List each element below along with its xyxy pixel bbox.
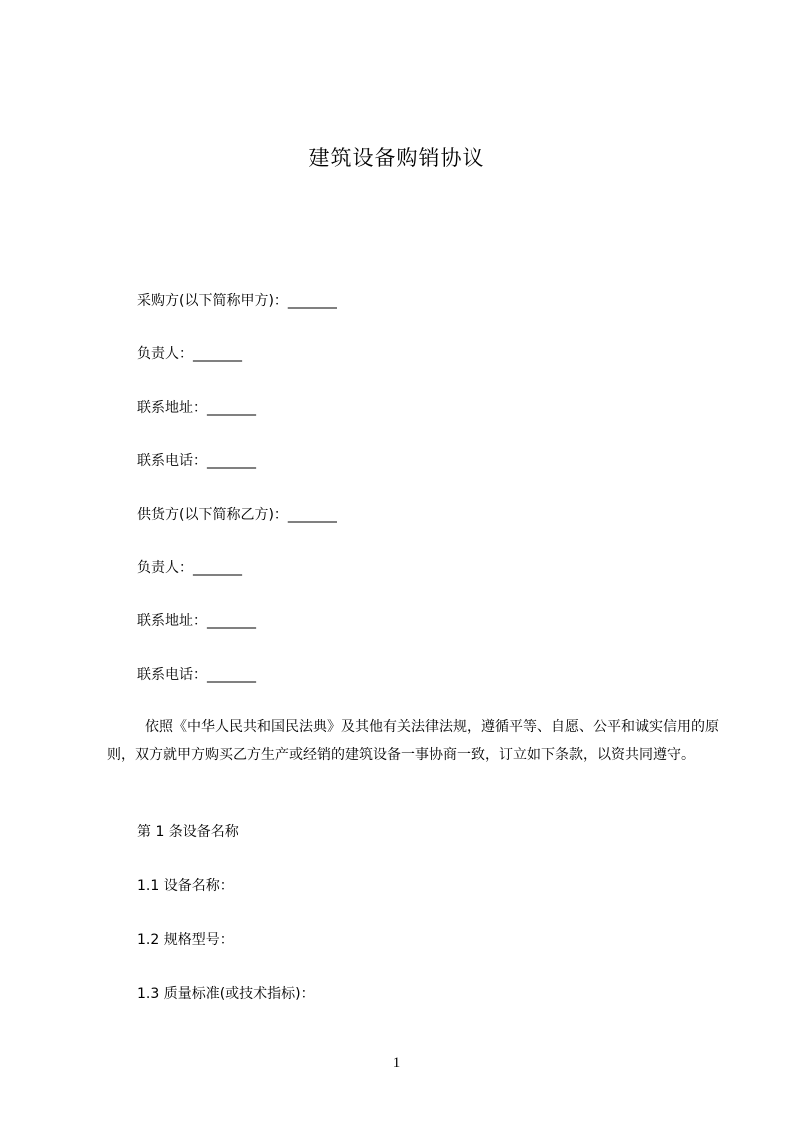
clause-model: 1.2 规格型号： [137,932,234,948]
buyer-address-line: 联系地址：_______ [137,400,256,416]
buyer-name-line: 采购方(以下简称甲方)：_______ [137,293,337,309]
buyer-representative-line: 负责人：_______ [137,346,242,362]
section-heading: 第 1 条设备名称 [137,824,239,840]
supplier-representative-line: 负责人：_______ [137,560,242,576]
supplier-phone-line: 联系电话：_______ [137,667,256,683]
preamble-paragraph: 依照《中华人民共和国民法典》及其他有关法律法规，遵循平等、自愿、公平和诚实信用的原则，双方就甲方购买乙方生产或经销的建筑设备一事协商一致，订立如下条款，以资共同遵守。 [107,719,719,763]
clause-quality-standard: 1.3 质量标准(或技术指标)： [137,986,315,1002]
supplier-address-line: 联系地址：_______ [137,613,256,629]
supplier-name-line: 供货方(以下简称乙方)：_______ [137,507,337,523]
document-title: 建筑设备购销协议 [308,146,485,170]
clause-equipment-name: 1.1 设备名称： [137,878,234,894]
buyer-phone-line: 联系电话：_______ [137,453,256,469]
page-number: 1 [392,1055,401,1071]
